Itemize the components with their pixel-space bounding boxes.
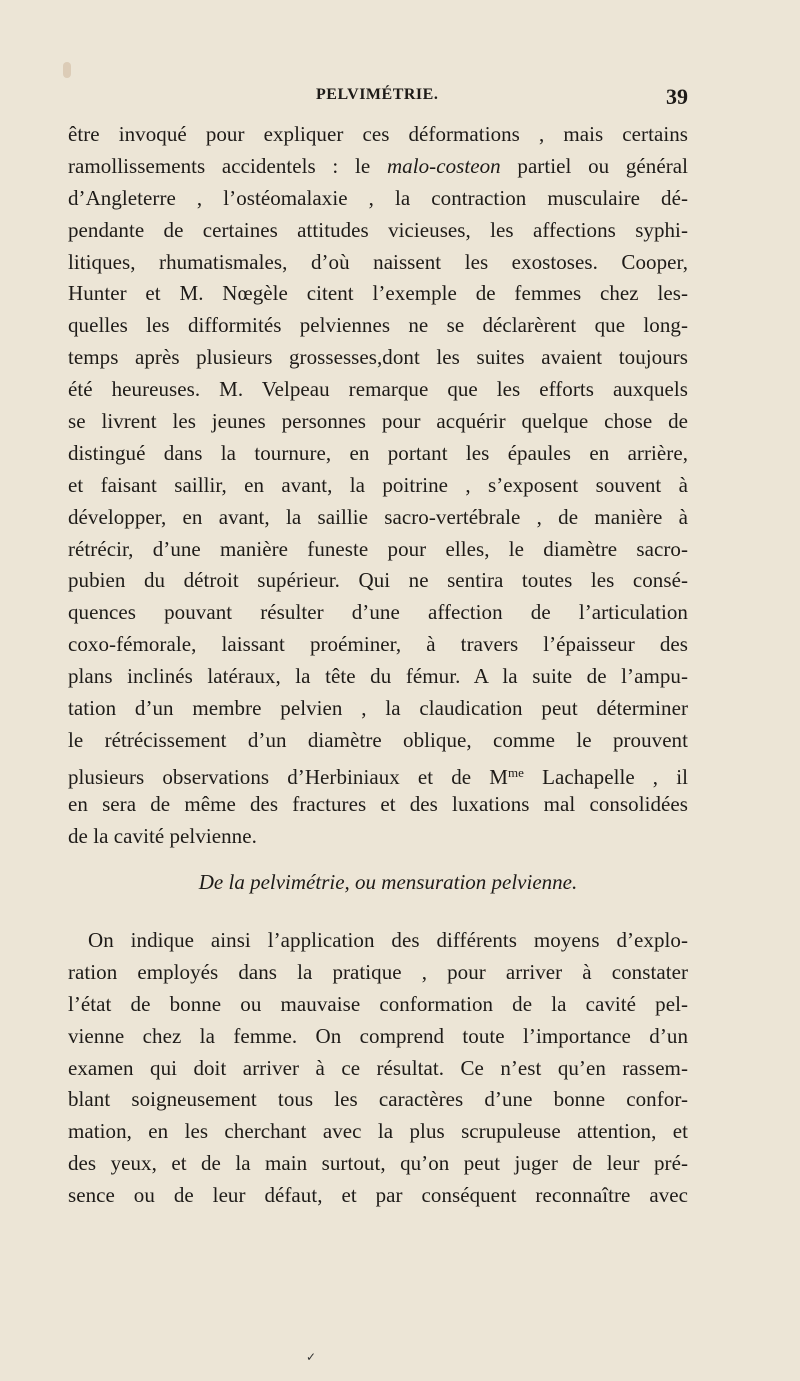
text-line [68,757,688,789]
text-line: être invoqué pour expliquer ces déformations , mais certains [68,122,688,146]
text-line: des yeux, et de la main surtout, qu’on peut juger de leur pré- [68,1151,688,1176]
text-line: rétrécir, d’une manière funeste pour elles, le diamètre sacro- [68,536,688,561]
text-line: d’Angleterre , l’ostéomalaxie , la contraction musculaire dé- [68,185,688,210]
paragraph-2 [68,925,688,1212]
paper-stain [63,62,71,78]
text-line: distingué dans la tournure, en portant les épaules en arrière, [68,440,688,465]
text-span: partiel ou général [500,153,688,178]
ink-mark: ✓ [306,1350,317,1364]
page-header [68,86,688,116]
text-line: plans inclinés latéraux, la tête du fémur. A la suite de l’ampu- [68,664,688,689]
text-line: ration employés dans la pratique , pour arriver à constater [68,959,688,984]
text-line: blant soigneusement tous les caractères d’une bonne confor- [68,1087,688,1112]
text-line: été heureuses. M. Velpeau remarque que les efforts auxquels [68,377,688,402]
text-line: pubien du détroit supérieur. Qui ne sentira toutes les consé- [68,568,688,593]
text-line: sence ou de leur défaut, et par conséquent reconnaître avec [68,1183,688,1208]
page-number: 39 [666,84,688,109]
text-line: On indique ainsi l’application des différents moyens d’explo- [88,928,688,952]
text-line: quelles les difformités pelviennes ne se déclarèrent que long- [68,313,688,338]
text-line: le rétrécissement d’un diamètre oblique, comme le prouvent [68,727,688,752]
running-title: PELVIMÉTRIE. [316,86,439,103]
text-line: de la cavité pelvienne. [68,823,257,848]
text-line: pendante de certaines attitudes vicieuses, les affections syphi- [68,217,688,242]
text-line: examen qui doit arriver à ce résultat. Ce n’est qu’en rassem- [68,1055,688,1080]
italic-term: malo-costeon [386,153,501,178]
text-line: temps après plusieurs grossesses,dont les suites avaient toujours [68,345,688,370]
text-span: Lachapelle , il [524,764,688,789]
text-span: ramollissements accidentels : le [68,153,387,178]
text-span: plusieurs observations d’Herbiniaux et de M [68,764,509,789]
text-line: et faisant saillir, en avant, la poitrine , s’exposent souvent à [68,472,688,497]
text-line: en sera de même des fractures et des luxations mal consolidées [68,791,688,816]
text-line: développer, en avant, la saillie sacro-vertébrale , de manière à [68,504,688,529]
text-line [68,151,688,183]
text-line: quences pouvant résulter d’une affection de l’articulation [68,600,688,625]
text-line: se livrent les jeunes personnes pour acquérir quelque chose de [68,409,688,434]
text-line: vienne chez la femme. On comprend toute l’importance d’un [68,1023,688,1048]
section-heading: De la pelvimétrie, ou mensuration pelvienne. [198,870,578,894]
text-line: Hunter et M. Nœgèle citent l’exemple de femmes chez les- [68,281,688,306]
text-line: litiques, rhumatismales, d’où naissent les exostoses. Cooper, [68,249,688,274]
paragraph-1 [68,119,688,852]
text-line: coxo-fémorale, laissant proéminer, à travers l’épaisseur des [68,632,688,657]
text-line: mation, en les cherchant avec la plus scrupuleuse attention, et [68,1119,688,1144]
superscript: me [508,764,524,780]
text-line: l’état de bonne ou mauvaise conformation de la cavité pel- [68,991,688,1016]
text-line: tation d’un membre pelvien , la claudication peut déterminer [68,696,688,721]
